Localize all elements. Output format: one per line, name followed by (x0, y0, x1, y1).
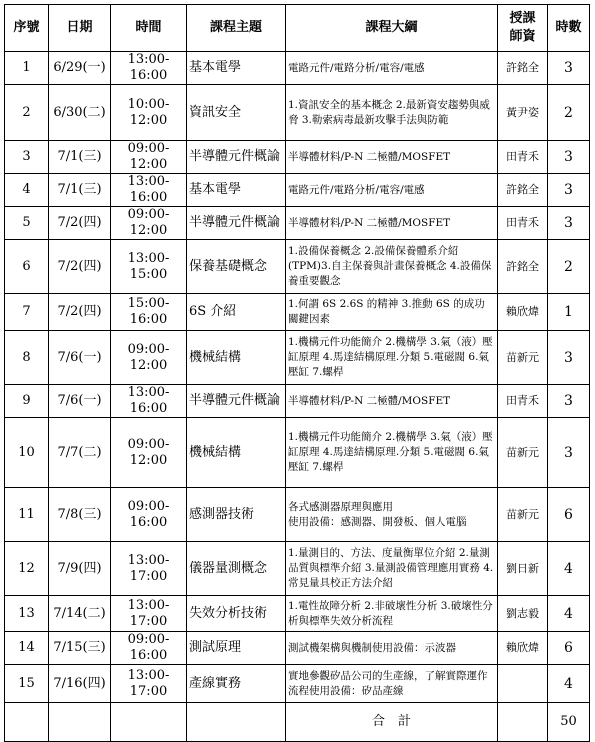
row-hours: 4 (548, 596, 590, 632)
row-seq: 9 (5, 385, 49, 418)
row-outline: 半導體材料/P-N 二極體/MOSFET (286, 385, 498, 418)
total-blank-topic (187, 703, 286, 742)
row-topic: 半導體元件概論 (187, 385, 286, 418)
row-hours: 3 (548, 385, 590, 418)
row-date: 7/2(四) (49, 240, 111, 294)
row-time: 13:00-16:00 (111, 385, 187, 418)
row-hours: 3 (548, 174, 590, 207)
header-row (5, 5, 590, 52)
row-date: 7/8(三) (49, 488, 111, 542)
row-time: 10:00-12:00 (111, 85, 187, 141)
row-hours: 3 (548, 418, 590, 488)
row-seq: 12 (5, 542, 49, 596)
row-topic: 儀器量測概念 (187, 542, 286, 596)
row-time: 09:00-16:00 (111, 488, 187, 542)
row-time: 09:00-12:00 (111, 207, 187, 240)
total-hours: 50 (548, 703, 590, 742)
row-hours: 4 (548, 542, 590, 596)
row-hours: 2 (548, 85, 590, 141)
row-time: 13:00-17:00 (111, 542, 187, 596)
row-time: 09:00-16:00 (111, 632, 187, 665)
table-row (5, 294, 590, 331)
row-teacher: 許銘全 (498, 240, 548, 294)
row-date: 7/2(四) (49, 207, 111, 240)
total-blank-seq (5, 703, 49, 742)
row-time: 13:00-17:00 (111, 665, 187, 703)
row-date: 7/1(三) (49, 141, 111, 174)
row-outline: 半導體材料/P-N 二極體/MOSFET (286, 207, 498, 240)
header-date: 日期 (49, 5, 111, 52)
row-time: 13:00-15:00 (111, 240, 187, 294)
row-date: 7/1(三) (49, 174, 111, 207)
table-row (5, 665, 590, 703)
row-topic: 產線實務 (187, 665, 286, 703)
row-hours: 3 (548, 331, 590, 385)
row-topic: 保養基礎概念 (187, 240, 286, 294)
row-seq: 3 (5, 141, 49, 174)
row-outline: 1.量測目的、方法、度量衡單位介紹 2.量測品質與標準介紹 3.量測設備管理應用實務 4.常見量具校正方法介紹 (286, 542, 498, 596)
row-teacher: 田青禾 (498, 141, 548, 174)
row-seq: 7 (5, 294, 49, 331)
table-row (5, 596, 590, 632)
row-outline: 1.何謂 6S 2.6S 的精神 3.推動 6S 的成功關鍵因素 (286, 294, 498, 331)
row-time: 09:00-12:00 (111, 418, 187, 488)
course-schedule-table (4, 4, 590, 742)
header-topic: 課程主題 (187, 5, 286, 52)
header-outline: 課程大綱 (286, 5, 498, 52)
row-hours: 4 (548, 665, 590, 703)
row-topic: 機械結構 (187, 331, 286, 385)
row-seq: 5 (5, 207, 49, 240)
row-time: 13:00-16:00 (111, 52, 187, 85)
row-teacher: 苗新元 (498, 488, 548, 542)
row-time: 13:00-17:00 (111, 596, 187, 632)
table-row (5, 85, 590, 141)
table-row (5, 141, 590, 174)
row-outline: 電路元件/電路分析/電容/電感 (286, 52, 498, 85)
row-topic: 測試原理 (187, 632, 286, 665)
row-outline: 各式感測器原理與應用 使用設備：感測器、開發板、個人電腦 (286, 488, 498, 542)
row-date: 7/2(四) (49, 294, 111, 331)
row-teacher: 田青禾 (498, 385, 548, 418)
row-hours: 2 (548, 240, 590, 294)
row-hours: 1 (548, 294, 590, 331)
row-seq: 13 (5, 596, 49, 632)
row-topic: 半導體元件概論 (187, 141, 286, 174)
row-topic: 機械結構 (187, 418, 286, 488)
row-seq: 2 (5, 85, 49, 141)
row-outline: 1.電性故障分析 2.非破壞性分析 3.破壞性分析與標準失效分析流程 (286, 596, 498, 632)
row-date: 7/16(四) (49, 665, 111, 703)
row-teacher: 劉日新 (498, 542, 548, 596)
row-teacher: 賴欣煒 (498, 294, 548, 331)
row-teacher: 苗新元 (498, 418, 548, 488)
row-hours: 6 (548, 632, 590, 665)
row-date: 7/6(一) (49, 331, 111, 385)
row-outline: 半導體材料/P-N 二極體/MOSFET (286, 141, 498, 174)
header-teacher: 授課 師資 (498, 5, 548, 52)
row-outline: 實地參觀矽品公司的生產線，了解實際運作流程使用設備：矽品產線 (286, 665, 498, 703)
table-row (5, 174, 590, 207)
row-teacher: 劉志毅 (498, 596, 548, 632)
row-date: 7/7(二) (49, 418, 111, 488)
row-topic: 6S 介紹 (187, 294, 286, 331)
total-row (5, 703, 590, 742)
table-row (5, 331, 590, 385)
total-label: 合 計 (286, 703, 498, 742)
row-time: 13:00-16:00 (111, 174, 187, 207)
row-seq: 10 (5, 418, 49, 488)
table-row (5, 488, 590, 542)
row-date: 7/9(四) (49, 542, 111, 596)
row-date: 7/14(二) (49, 596, 111, 632)
row-outline: 1.資訊安全的基本概念 2.最新資安趨勢與威脅 3.勒索病毒最新攻擊手法與防範 (286, 85, 498, 141)
row-hours: 3 (548, 207, 590, 240)
header-time: 時間 (111, 5, 187, 52)
row-teacher: 許銘全 (498, 174, 548, 207)
row-seq: 11 (5, 488, 49, 542)
row-topic: 基本電學 (187, 174, 286, 207)
table-row (5, 542, 590, 596)
row-outline: 1.機構元件功能簡介 2.機構學 3.氣（液）壓缸原理 4.馬達結構原理.分類 5.電磁閥 6.氣壓缸 7.螺桿 (286, 418, 498, 488)
row-seq: 8 (5, 331, 49, 385)
row-topic: 失效分析技術 (187, 596, 286, 632)
table-row (5, 207, 590, 240)
row-seq: 1 (5, 52, 49, 85)
row-teacher: 賴欣煒 (498, 632, 548, 665)
row-date: 6/29(一) (49, 52, 111, 85)
row-outline: 1.設備保養概念 2.設備保養體系介紹(TPM)3.自主保養與計畫保養概念 4.設備保養重要觀念 (286, 240, 498, 294)
row-time: 09:00-12:00 (111, 141, 187, 174)
total-blank-date (49, 703, 111, 742)
row-date: 6/30(二) (49, 85, 111, 141)
row-topic: 基本電學 (187, 52, 286, 85)
row-topic: 資訊安全 (187, 85, 286, 141)
table-row (5, 52, 590, 85)
row-hours: 6 (548, 488, 590, 542)
table-row (5, 418, 590, 488)
total-blank-time (111, 703, 187, 742)
row-hours: 3 (548, 141, 590, 174)
row-seq: 4 (5, 174, 49, 207)
row-outline: 1.機構元件功能簡介 2.機構學 3.氣（液）壓缸原理 4.馬達結構原理.分類 5.電磁閥 6.氣壓缸 7.螺桿 (286, 331, 498, 385)
table-row (5, 632, 590, 665)
table-row (5, 240, 590, 294)
row-date: 7/15(三) (49, 632, 111, 665)
row-outline: 電路元件/電路分析/電容/電感 (286, 174, 498, 207)
total-blank-teacher (498, 703, 548, 742)
row-teacher: 田青禾 (498, 207, 548, 240)
header-seq: 序號 (5, 5, 49, 52)
row-outline: 測試機架構與機制使用設備：示波器 (286, 632, 498, 665)
row-teacher (498, 665, 548, 703)
row-hours: 3 (548, 52, 590, 85)
table-row (5, 385, 590, 418)
row-seq: 14 (5, 632, 49, 665)
header-hours: 時數 (548, 5, 590, 52)
row-teacher: 苗新元 (498, 331, 548, 385)
row-teacher: 許銘全 (498, 52, 548, 85)
row-teacher: 黃尹姿 (498, 85, 548, 141)
row-topic: 感測器技術 (187, 488, 286, 542)
row-topic: 半導體元件概論 (187, 207, 286, 240)
row-seq: 15 (5, 665, 49, 703)
row-time: 15:00-16:00 (111, 294, 187, 331)
row-date: 7/6(一) (49, 385, 111, 418)
row-seq: 6 (5, 240, 49, 294)
row-time: 09:00-12:00 (111, 331, 187, 385)
